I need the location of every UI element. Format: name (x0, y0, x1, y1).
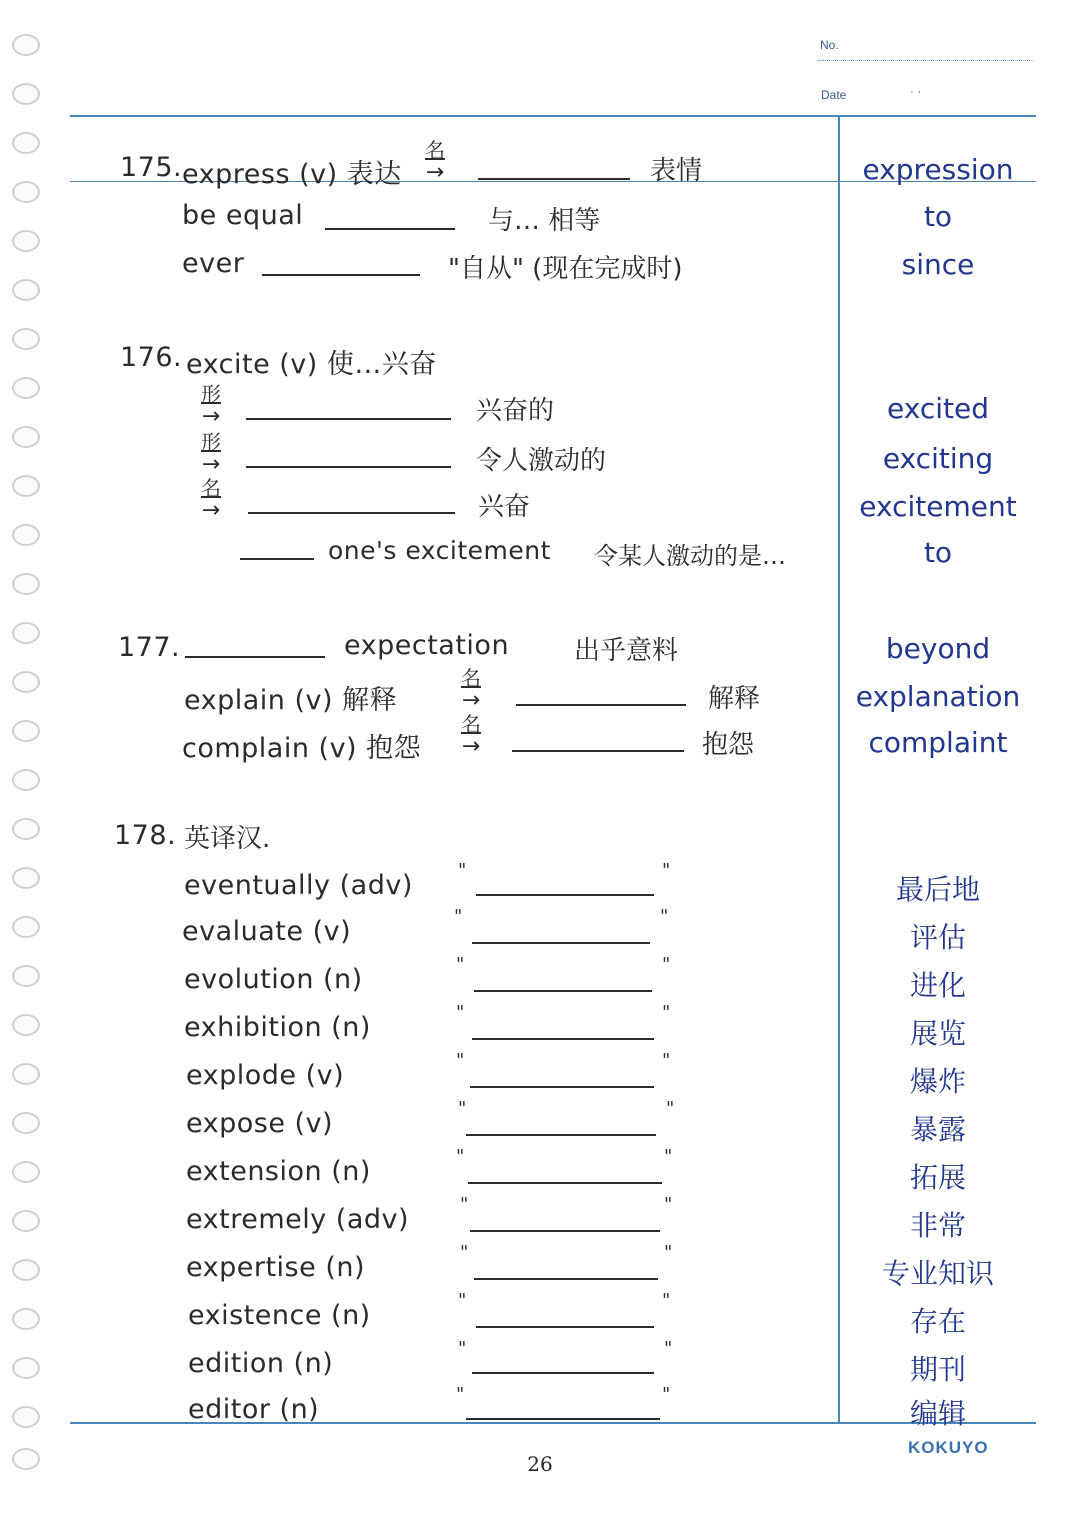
open-quote: " (460, 1242, 469, 1263)
blank-line (476, 1326, 654, 1328)
open-quote: " (456, 1146, 465, 1167)
term: edition (n) (188, 1348, 334, 1379)
term: expertise (n) (186, 1252, 365, 1283)
binder-hole (12, 230, 40, 252)
binder-hole (12, 524, 40, 546)
binder-hole (12, 1161, 40, 1183)
binder-hole (12, 1259, 40, 1281)
arrow-label: 名 (201, 476, 221, 500)
instruction: 英译汉. (184, 824, 271, 854)
term: expose (v) (186, 1108, 334, 1139)
term: complain (v) 抱怨 (182, 733, 422, 764)
term: exhibition (n) (184, 1012, 371, 1043)
binder-hole (12, 965, 40, 987)
answer: 爆炸 (909, 1065, 966, 1098)
arrow-noun: 名 → (410, 140, 460, 185)
close-quote: " (664, 1338, 673, 1359)
blank-line (246, 418, 451, 420)
blank-line (512, 750, 684, 752)
term: express (v) 表达 (182, 159, 402, 190)
binder-hole (12, 1406, 40, 1428)
answer: beyond (885, 632, 991, 665)
binder-hole (12, 83, 40, 105)
binder-hole (12, 1357, 40, 1379)
open-quote: " (454, 906, 463, 927)
blank-line (466, 1134, 656, 1136)
binder-hole (12, 671, 40, 693)
arrow-label: 名 (461, 712, 481, 736)
arrow-noun: 名 → (446, 668, 496, 713)
answer: since (901, 248, 975, 281)
meaning: 抱怨 (702, 730, 755, 760)
answer: 期刊 (909, 1353, 966, 1386)
blank-line (474, 1278, 658, 1280)
blank-line (470, 1086, 654, 1088)
blank-line (472, 942, 650, 944)
binder-hole (12, 1210, 40, 1232)
answer: complaint (868, 726, 1008, 759)
answer: to (923, 200, 953, 233)
close-quote: " (664, 1146, 673, 1167)
open-quote: " (456, 1384, 465, 1405)
open-quote: " (456, 1050, 465, 1071)
question-number: 178. (114, 820, 177, 851)
term: explode (v) (186, 1060, 345, 1091)
binder-hole (12, 279, 40, 301)
blank-line (468, 1182, 662, 1184)
binder-hole (12, 916, 40, 938)
meaning: 出乎意料 (574, 636, 679, 666)
close-quote: " (660, 906, 669, 927)
answer: 展览 (909, 1017, 966, 1050)
blank-line (472, 1372, 654, 1374)
answer: 暴露 (909, 1113, 966, 1146)
meaning: 与… 相等 (488, 206, 601, 236)
term: be equal (182, 200, 304, 231)
answer: excited (887, 392, 989, 425)
meaning: "自从" (现在完成时) (448, 254, 683, 284)
open-quote: " (460, 1194, 469, 1215)
close-quote: " (662, 1050, 671, 1071)
arrow-label: 形 (201, 430, 221, 454)
binder-hole (12, 1308, 40, 1330)
blank-line (516, 704, 686, 706)
open-quote: " (456, 954, 465, 975)
blank-line (474, 990, 652, 992)
blank-line (185, 656, 325, 658)
meaning: 解释 (708, 684, 761, 714)
term: eventually (adv) (184, 870, 413, 901)
no-dotted-line (818, 60, 1034, 61)
blank-line (472, 1038, 654, 1040)
meaning: 表情 (650, 156, 703, 186)
blank-line (470, 1230, 660, 1232)
binder-hole (12, 818, 40, 840)
term: explain (v) 解释 (184, 685, 398, 716)
arrow-adjective: 形 → (186, 432, 236, 477)
term: excite (v) 使…兴奋 (186, 349, 437, 380)
blank-line (325, 228, 455, 230)
binder-hole (12, 769, 40, 791)
question-number: 175. (120, 152, 183, 183)
brand-logo: KOKUYO (908, 1438, 989, 1457)
meaning: 令人激动的 (476, 446, 607, 476)
binder-hole (12, 622, 40, 644)
answer: to (923, 536, 953, 569)
answer: 最后地 (895, 873, 980, 906)
date-dots: · · (910, 84, 922, 98)
arrow-label: 名 (461, 666, 481, 690)
blank-line (246, 466, 451, 468)
open-quote: " (458, 1338, 467, 1359)
term: expectation (344, 630, 510, 661)
blank-line (466, 1418, 660, 1420)
term: editor (n) (188, 1394, 320, 1425)
answer: 存在 (909, 1305, 966, 1338)
blank-line (262, 274, 420, 276)
term: extremely (adv) (186, 1204, 410, 1235)
answer: expression (862, 153, 1014, 186)
open-quote: " (458, 860, 467, 881)
binder-hole (12, 34, 40, 56)
binder-hole (12, 573, 40, 595)
answer: exciting (882, 442, 994, 475)
meaning: 兴奋的 (476, 396, 555, 426)
blank-line (240, 558, 314, 560)
close-quote: " (662, 1384, 671, 1405)
binder-hole (12, 426, 40, 448)
blank-line (478, 178, 630, 180)
answer: explanation (855, 680, 1021, 713)
close-quote: " (662, 1290, 671, 1311)
term: one's excitement (328, 536, 551, 565)
answer: 拓展 (909, 1161, 966, 1194)
question-number: 177. (118, 632, 181, 663)
binder-hole (12, 1014, 40, 1036)
term: extension (n) (186, 1156, 371, 1187)
answer: excitement (859, 490, 1017, 523)
binder-hole (12, 132, 40, 154)
open-quote: " (456, 1002, 465, 1023)
close-quote: " (666, 1098, 675, 1119)
arrow-noun: 名 → (186, 478, 236, 523)
close-quote: " (662, 954, 671, 975)
term: evolution (n) (184, 964, 363, 995)
term: ever (182, 248, 245, 279)
blank-line (476, 894, 654, 896)
open-quote: " (458, 1098, 467, 1119)
binder-hole (12, 1112, 40, 1134)
meaning: 兴奋 (478, 492, 531, 522)
binder-hole (12, 720, 40, 742)
close-quote: " (664, 1194, 673, 1215)
top-rule (70, 115, 1036, 117)
binder-hole (12, 867, 40, 889)
answer: 进化 (909, 969, 966, 1002)
arrow-label: 形 (201, 382, 221, 406)
arrow-adjective: 形 → (186, 384, 236, 429)
close-quote: " (662, 1002, 671, 1023)
term: existence (n) (188, 1300, 371, 1331)
meaning: 令某人激动的是… (594, 542, 786, 570)
blank-line (248, 512, 455, 514)
answer: 评估 (909, 921, 966, 954)
close-quote: " (664, 1242, 673, 1263)
term: evaluate (v) (182, 916, 352, 947)
binder-hole (12, 181, 40, 203)
arrow-label: 名 (425, 138, 445, 162)
close-quote: " (662, 860, 671, 881)
open-quote: " (458, 1290, 467, 1311)
page-number: 26 (527, 1452, 553, 1476)
date-label: Date (821, 88, 847, 102)
question-number: 176. (120, 342, 183, 373)
answer: 编辑 (909, 1397, 966, 1430)
arrow-noun: 名 → (446, 714, 496, 759)
answer: 专业知识 (881, 1257, 994, 1290)
no-label: No. (820, 38, 839, 52)
binder-hole (12, 328, 40, 350)
binder-hole (12, 377, 40, 399)
binder-hole (12, 475, 40, 497)
answer: 非常 (909, 1209, 966, 1242)
binder-hole (12, 1063, 40, 1085)
